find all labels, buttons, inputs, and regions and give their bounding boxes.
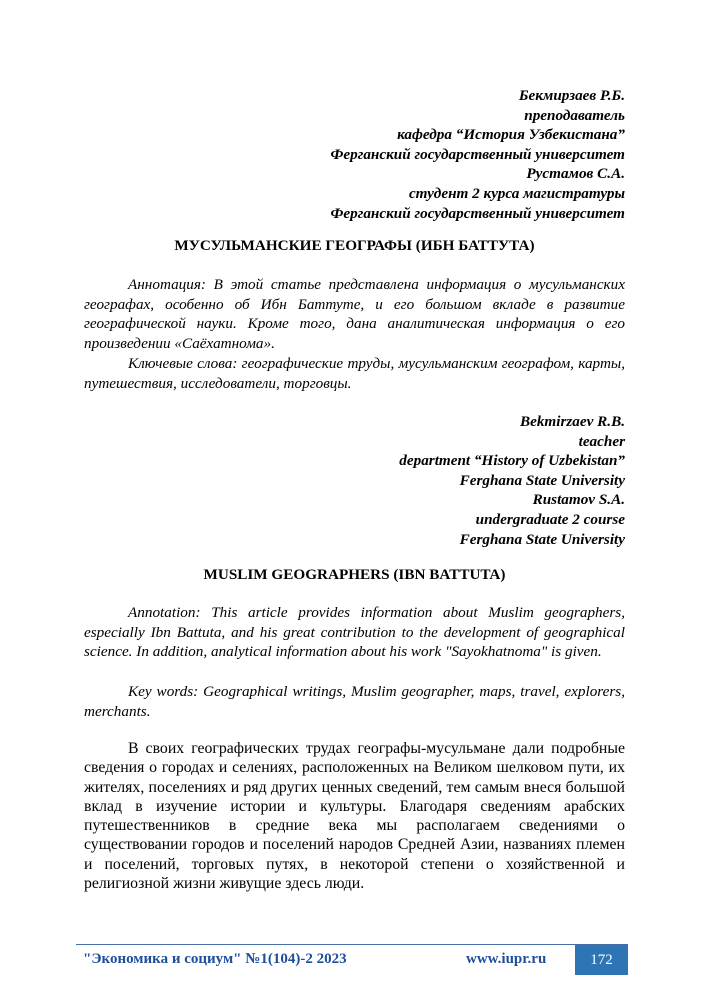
en-author-line: Rustamov S.A. [532,491,625,509]
en-article-title: MUSLIM GEOGRAPHERS (IBN BATTUTA) [203,566,506,583]
ru-author-line: Рустамов С.А. [526,165,625,183]
ru-author-line: Бекмирзаев Р.Б. [518,87,625,104]
ru-author-line: студент 2 курса магистратуры [408,184,625,202]
en-author-line: undergraduate 2 course [475,510,625,528]
en-author-line: Bekmirzaev R.B. [519,413,625,430]
ru-keywords: Ключевые слова: географические труды, мусульманским географом, карты, путешествия, исследователи, торговцы. [84,355,625,392]
footer-journal-name: "Экономика и социум" №1(104)-2 2023 [83,951,347,967]
en-annotation: Annotation: This article provides information about Muslim geographers, especially Ibn Battuta, and his great contribution to the development of geographical science. In addition, analytical information about his work "Sayokhatnoma" is given. [84,604,625,661]
en-author-line: Ferghana State University [459,530,625,548]
ru-author-line: кафедра “История Узбекистана” [397,126,625,144]
en-author-line: teacher [578,432,625,450]
ru-author-line: Ферганский государственный университет [330,204,625,222]
ru-author-line: преподаватель [524,106,625,124]
ru-annotation: Аннотация: В этой статье представлена информация о мусульманских географах, особенно об Ибн Баттуте, и его большом вкладе в развитие географической науки. Кроме того, дана аналитическая информация о его произведении «Саёхатнома». [84,276,625,352]
ru-author-line: Ферганский государственный университет [330,145,625,163]
en-author-line: Ferghana State University [459,471,625,489]
footer-website-link[interactable]: www.iupr.ru [466,951,547,967]
en-author-block [399,412,625,549]
body-paragraph: В своих географических трудах географы-мусульмане дали подробные сведения о городах и селениях, расположенных на Великом шелковом пути, их жителях, поселениях и ряд других ценных сведений, тем самым внеся большой вклад в изучение истории и культуры. Благодаря сведениям арабских путешественников в средние века мы располагаем сведениями о существовании городов и поселений народов Средней Азии, названиях племен и поселений, торговых путях, в некоторой степени о хозяйственной и религиозной жизни живущие здесь люди. [84,740,625,893]
en-keywords: Key words: Geographical writings, Muslim geographer, maps, travel, explorers, merchants. [84,683,625,720]
page-number: 172 [575,945,628,975]
footer-divider [76,944,628,945]
en-author-line: department “History of Uzbekistan” [399,452,625,470]
ru-author-block [330,86,625,223]
ru-article-title: МУСУЛЬМАНСКИЕ ГЕОГРАФЫ (ИБН БАТТУТА) [174,237,535,254]
